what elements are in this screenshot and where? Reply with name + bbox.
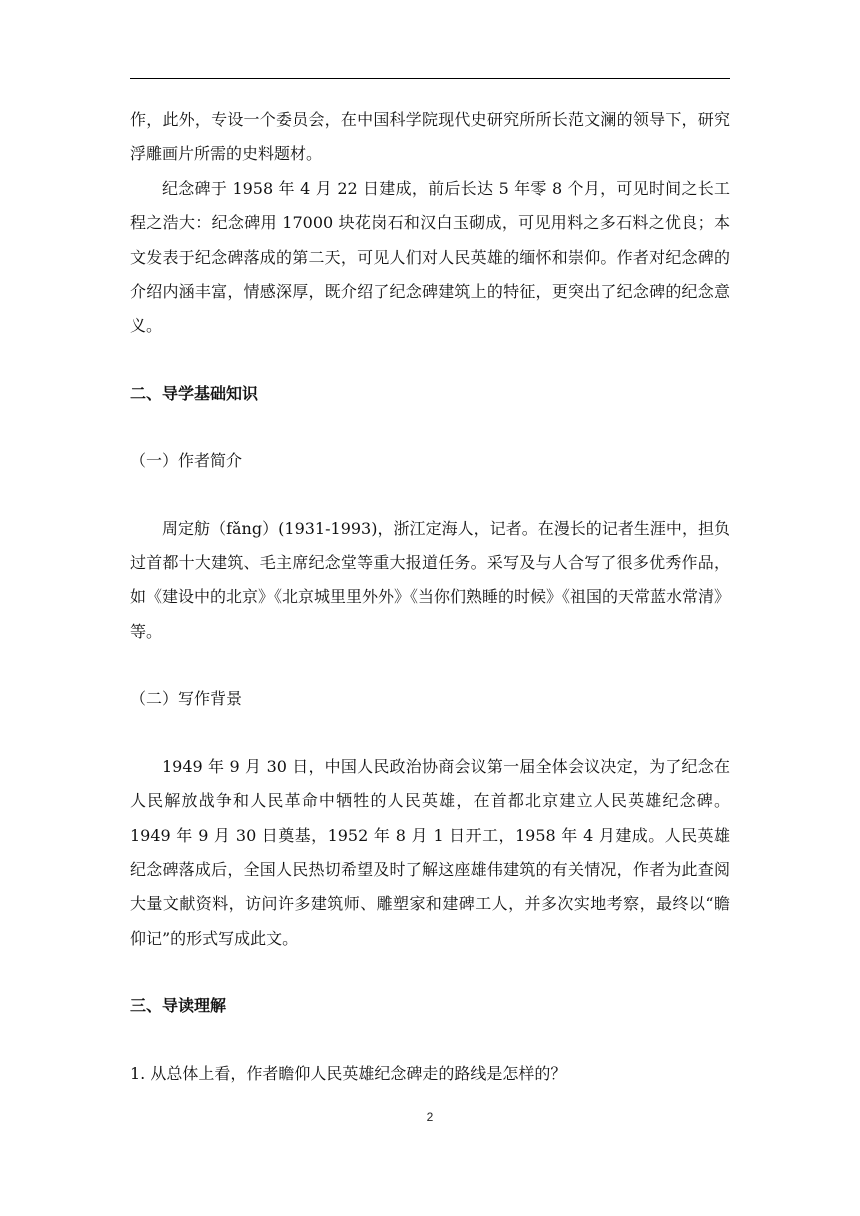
page-number: 2 (426, 1110, 434, 1124)
paragraph-continuation: 作，此外，专设一个委员会，在中国科学院现代史研究所所长范文澜的领导下，研究浮雕画片所需的史料题材。 (130, 110, 730, 164)
spacer (130, 649, 730, 682)
section-heading-basics: 二、导学基础知识 (130, 383, 259, 403)
document-body (130, 103, 730, 1091)
section-heading-reading: 三、导读理解 (130, 996, 227, 1016)
spacer (130, 344, 730, 377)
header-rule (130, 78, 730, 79)
paragraph-author-intro: 周定舫（fǎng）(1931-1993)，浙江定海人，记者。在漫长的记者生涯中，担负过首都十大建筑、毛主席纪念堂等重大报道任务。采写及与人合写了很多优秀作品，如《建设中的北京》《北京城里里外外》《当你们熟睡的时候》《祖国的天常蓝水常清》等。 (130, 518, 731, 641)
question-1: 1. 从总体上看，作者瞻仰人民英雄纪念碑走的路线是怎样的？ (130, 1063, 567, 1083)
paragraph-monument-summary: 纪念碑于 1958 年 4 月 22 日建成，前后长达 5 年零 8 个月，可见时间之长工程之浩大：纪念碑用 17000 块花岗石和汉白玉砌成，可见用料之多石料之优良；本文发表于纪念碑落成的第二天，可见人们对人民英雄的缅怀和崇仰。作者对纪念碑的介绍内涵丰富，情感深厚，既介绍了纪念碑建筑上的特征，更突出了纪念碑的纪念意义。 (130, 178, 730, 336)
paragraph-writing-background: 1949 年 9 月 30 日，中国人民政治协商会议第一届全体会议决定，为了纪念在人民解放战争和人民革命中牺牲的人民英雄，在首都北京建立人民英雄纪念碑。1949 年 9 月 30 日奠基，1952 年 8 月 1 日开工，1958 年 4 月建成。人民英雄纪念碑落成后，全国人民热切希望及时了解这座雄伟建筑的有关情况，作者为此查阅大量文献资料，访问许多建筑师、雕塑家和建碑工人，并多次实地考察，最终以“瞻仰记”的形式写成此文。 (130, 756, 730, 948)
spacer (130, 479, 730, 512)
spacer (130, 1024, 730, 1057)
subheading-author-intro: （一）作者简介 (130, 451, 243, 471)
subheading-writing-background: （二）写作背景 (130, 689, 243, 709)
spacer (130, 411, 730, 444)
spacer (130, 956, 730, 989)
spacer (130, 717, 730, 750)
